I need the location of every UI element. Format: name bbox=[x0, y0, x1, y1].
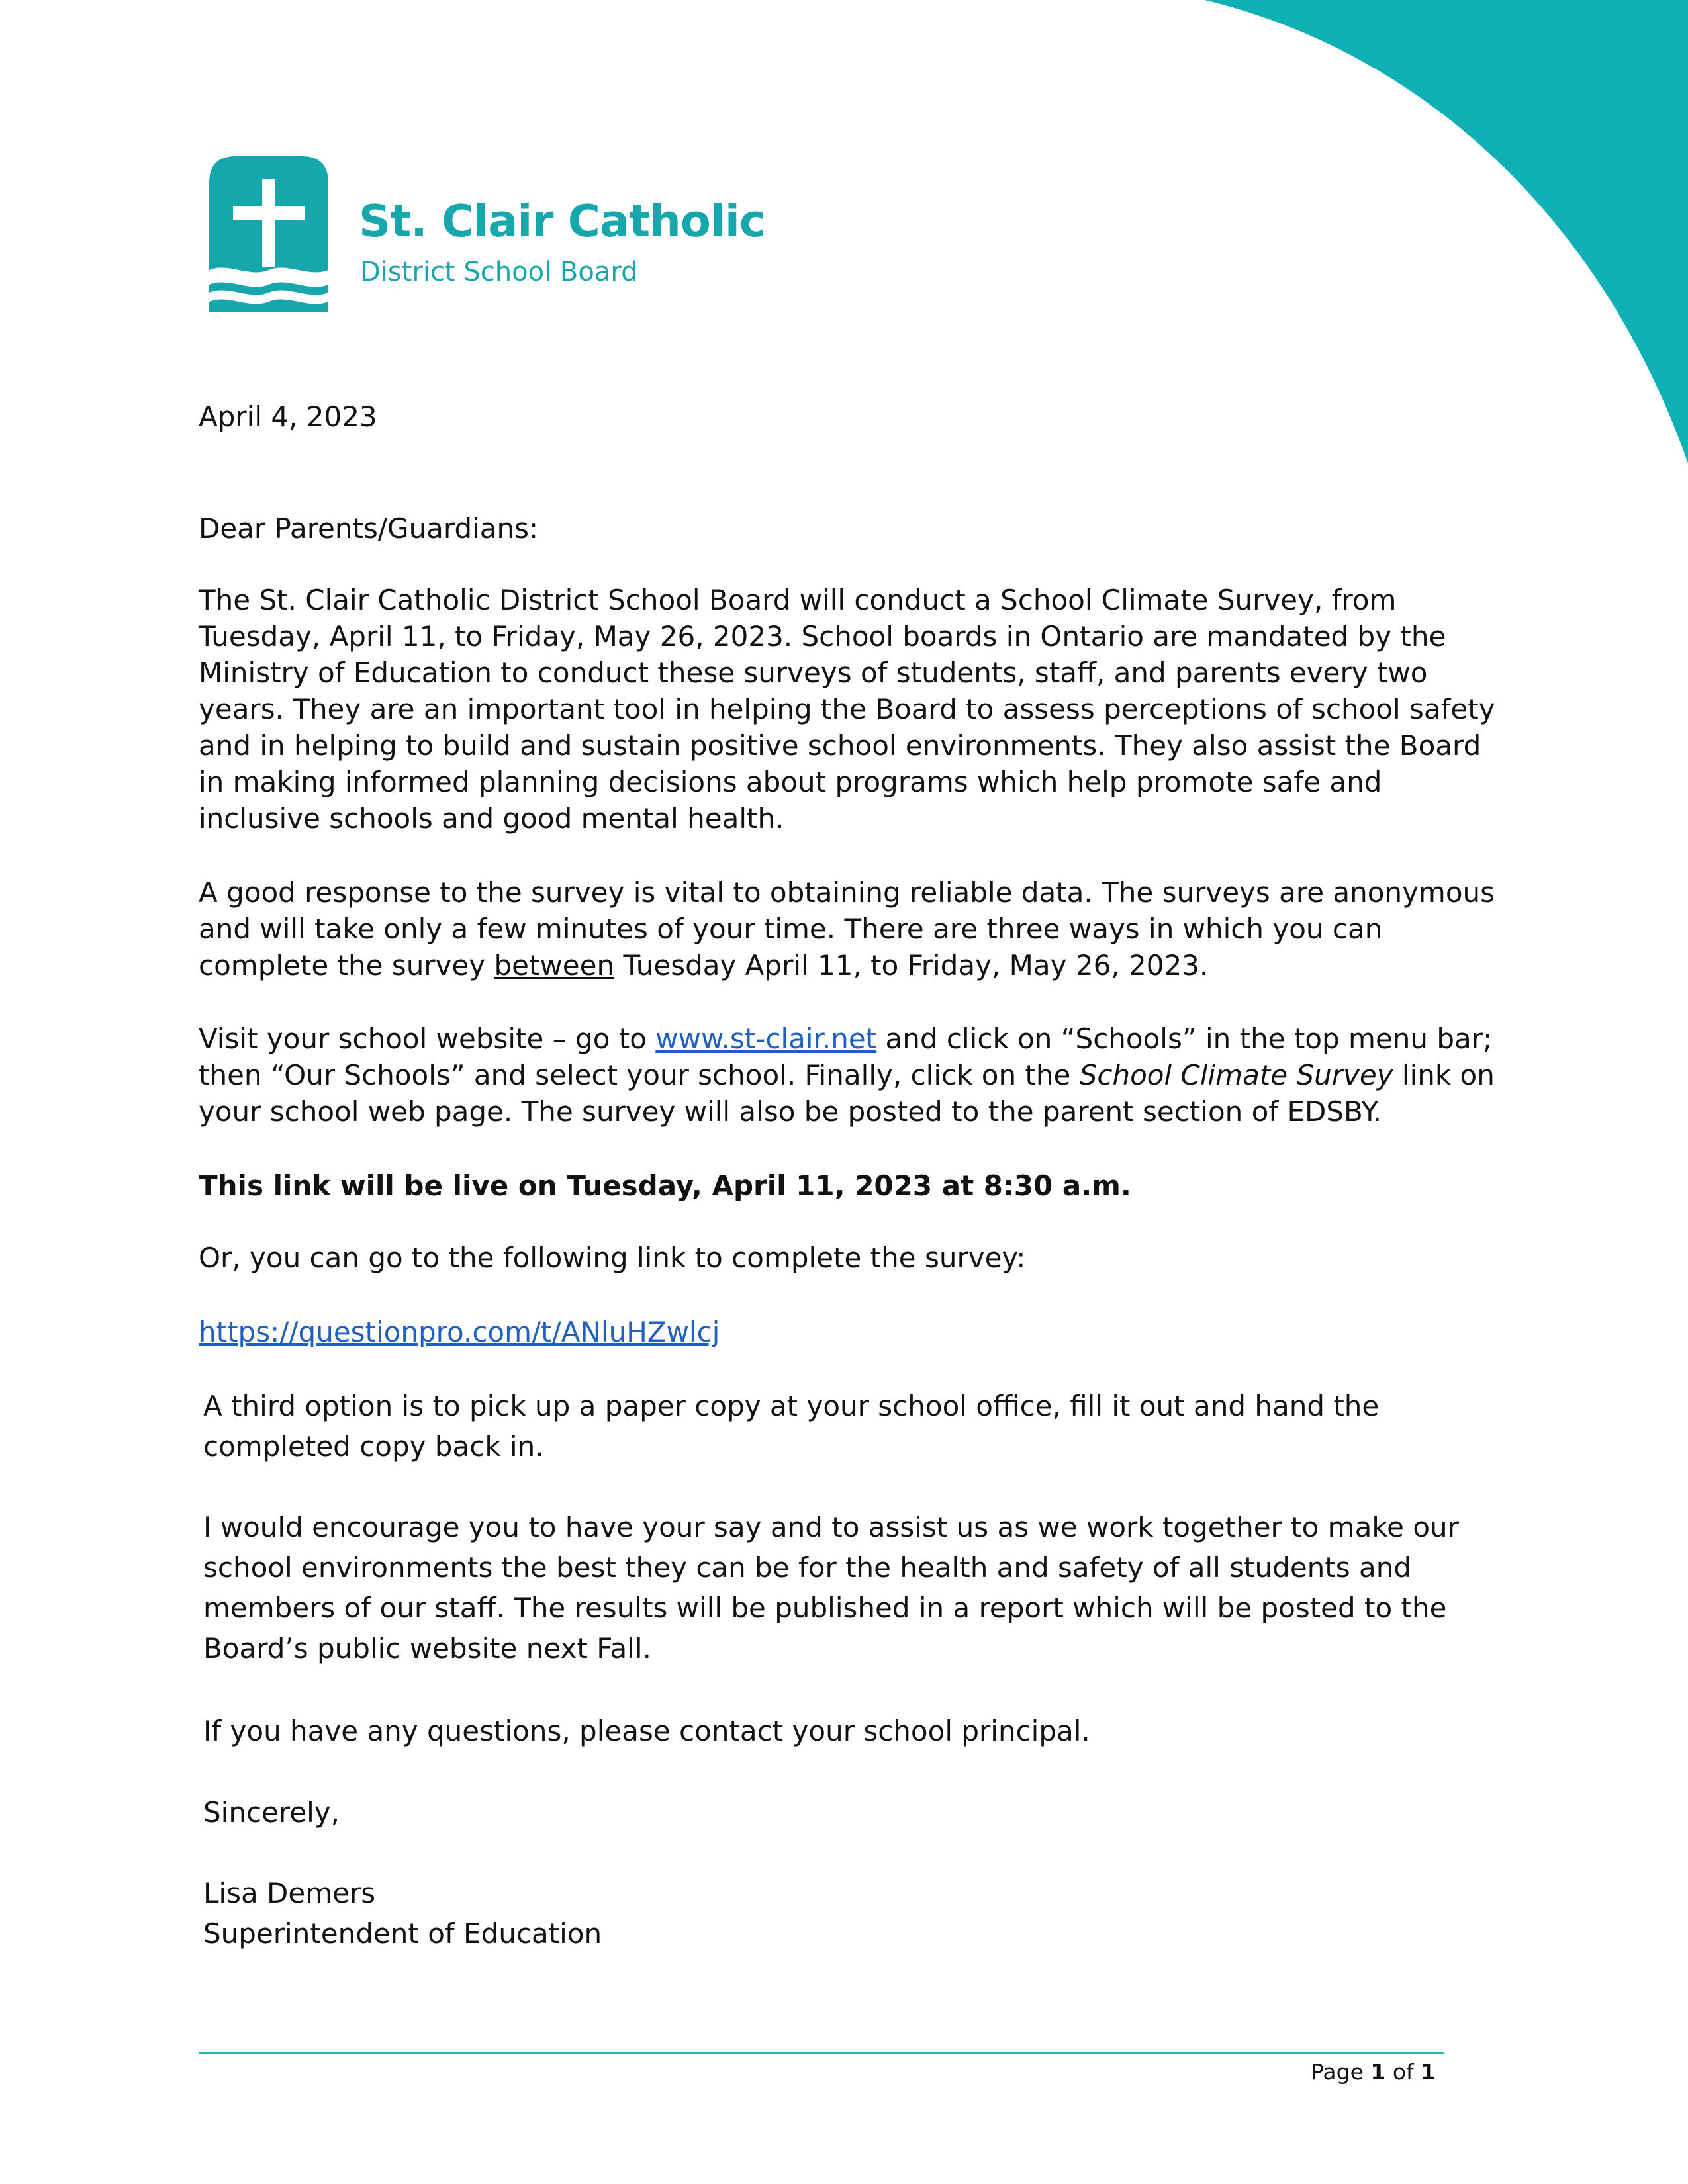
response-text-a: A good response to the survey is vital to obtaining reliable data. The surveys are anonymous and will take only a few minutes of your time. There are three ways in which you can complete the survey bbox=[199, 876, 1495, 981]
survey-name-italic: School Climate Survey bbox=[1079, 1059, 1393, 1091]
website-text-c: link on your school web page. The survey will also be posted to the parent section of EDSBY. bbox=[199, 1059, 1495, 1128]
intro-paragraph: The St. Clair Catholic District School Board will conduct a School Climate Survey, from Tuesday, April 11, to Friday, May 26, 2023. School boards in Ontario are mandated by the Ministry of Education to conduct these surveys of students, staff, and parents every two years. They are an important tool in helping the Board to assess perceptions of school safety and in helping to build and sustain positive school environments. They also assist the Board in making informed planning decisions about programs which help promote safe and inclusive schools and good mental health. bbox=[199, 584, 1495, 835]
signer-name: Lisa Demers bbox=[203, 1877, 376, 1909]
alternate-link-intro: Or, you can go to the following link to complete the survey: bbox=[199, 1242, 1026, 1274]
page-prefix: Page bbox=[1311, 2059, 1371, 2085]
website-text-b: and click on “Schools” in the top menu bar; then “Our Schools” and select your school. Finally, click on the bbox=[199, 1023, 1493, 1091]
website-text-a: Visit your school website – go to bbox=[199, 1023, 656, 1055]
closing: Sincerely, bbox=[203, 1796, 340, 1829]
survey-link-line bbox=[199, 1314, 1496, 1350]
between-underlined: between bbox=[494, 949, 615, 981]
cross-over-waves-icon bbox=[209, 156, 328, 312]
letter-date: April 4, 2023 bbox=[199, 400, 377, 433]
board-name: St. Clair Catholic bbox=[359, 195, 765, 247]
paper-copy-paragraph: A third option is to pick up a paper copy at your school office, fill it out and hand the completed copy back in. bbox=[203, 1390, 1380, 1463]
response-text-b: Tuesday April 11, to Friday, May 26, 2023. bbox=[614, 949, 1209, 981]
questions-paragraph: If you have any questions, please contact your school principal. bbox=[203, 1715, 1090, 1747]
website-instructions bbox=[199, 1021, 1496, 1130]
page-number bbox=[1311, 2059, 1436, 2085]
page-total: 1 bbox=[1421, 2059, 1436, 2085]
salutation: Dear Parents/Guardians: bbox=[199, 512, 539, 545]
board-subtitle: District School Board bbox=[360, 257, 638, 287]
survey-link[interactable]: https://questionpro.com/t/ANluHZwlcj bbox=[199, 1316, 720, 1348]
board-website-link[interactable]: www.st-clair.net bbox=[655, 1023, 877, 1055]
live-date-notice: This link will be live on Tuesday, April 11, 2023 at 8:30 a.m. bbox=[199, 1169, 1131, 1202]
footer-divider bbox=[199, 2052, 1444, 2054]
page-mid: of bbox=[1385, 2059, 1421, 2085]
signer-title: Superintendent of Education bbox=[203, 1917, 602, 1950]
page-current: 1 bbox=[1370, 2059, 1386, 2085]
encouragement-paragraph: I would encourage you to have your say and to assist us as we work together to make our school environments the best they can be for the health and safety of all students and members of our staff. The results will be published in a report which will be posted to the Board’s public website next Fall. bbox=[203, 1511, 1459, 1664]
response-paragraph bbox=[199, 874, 1496, 983]
